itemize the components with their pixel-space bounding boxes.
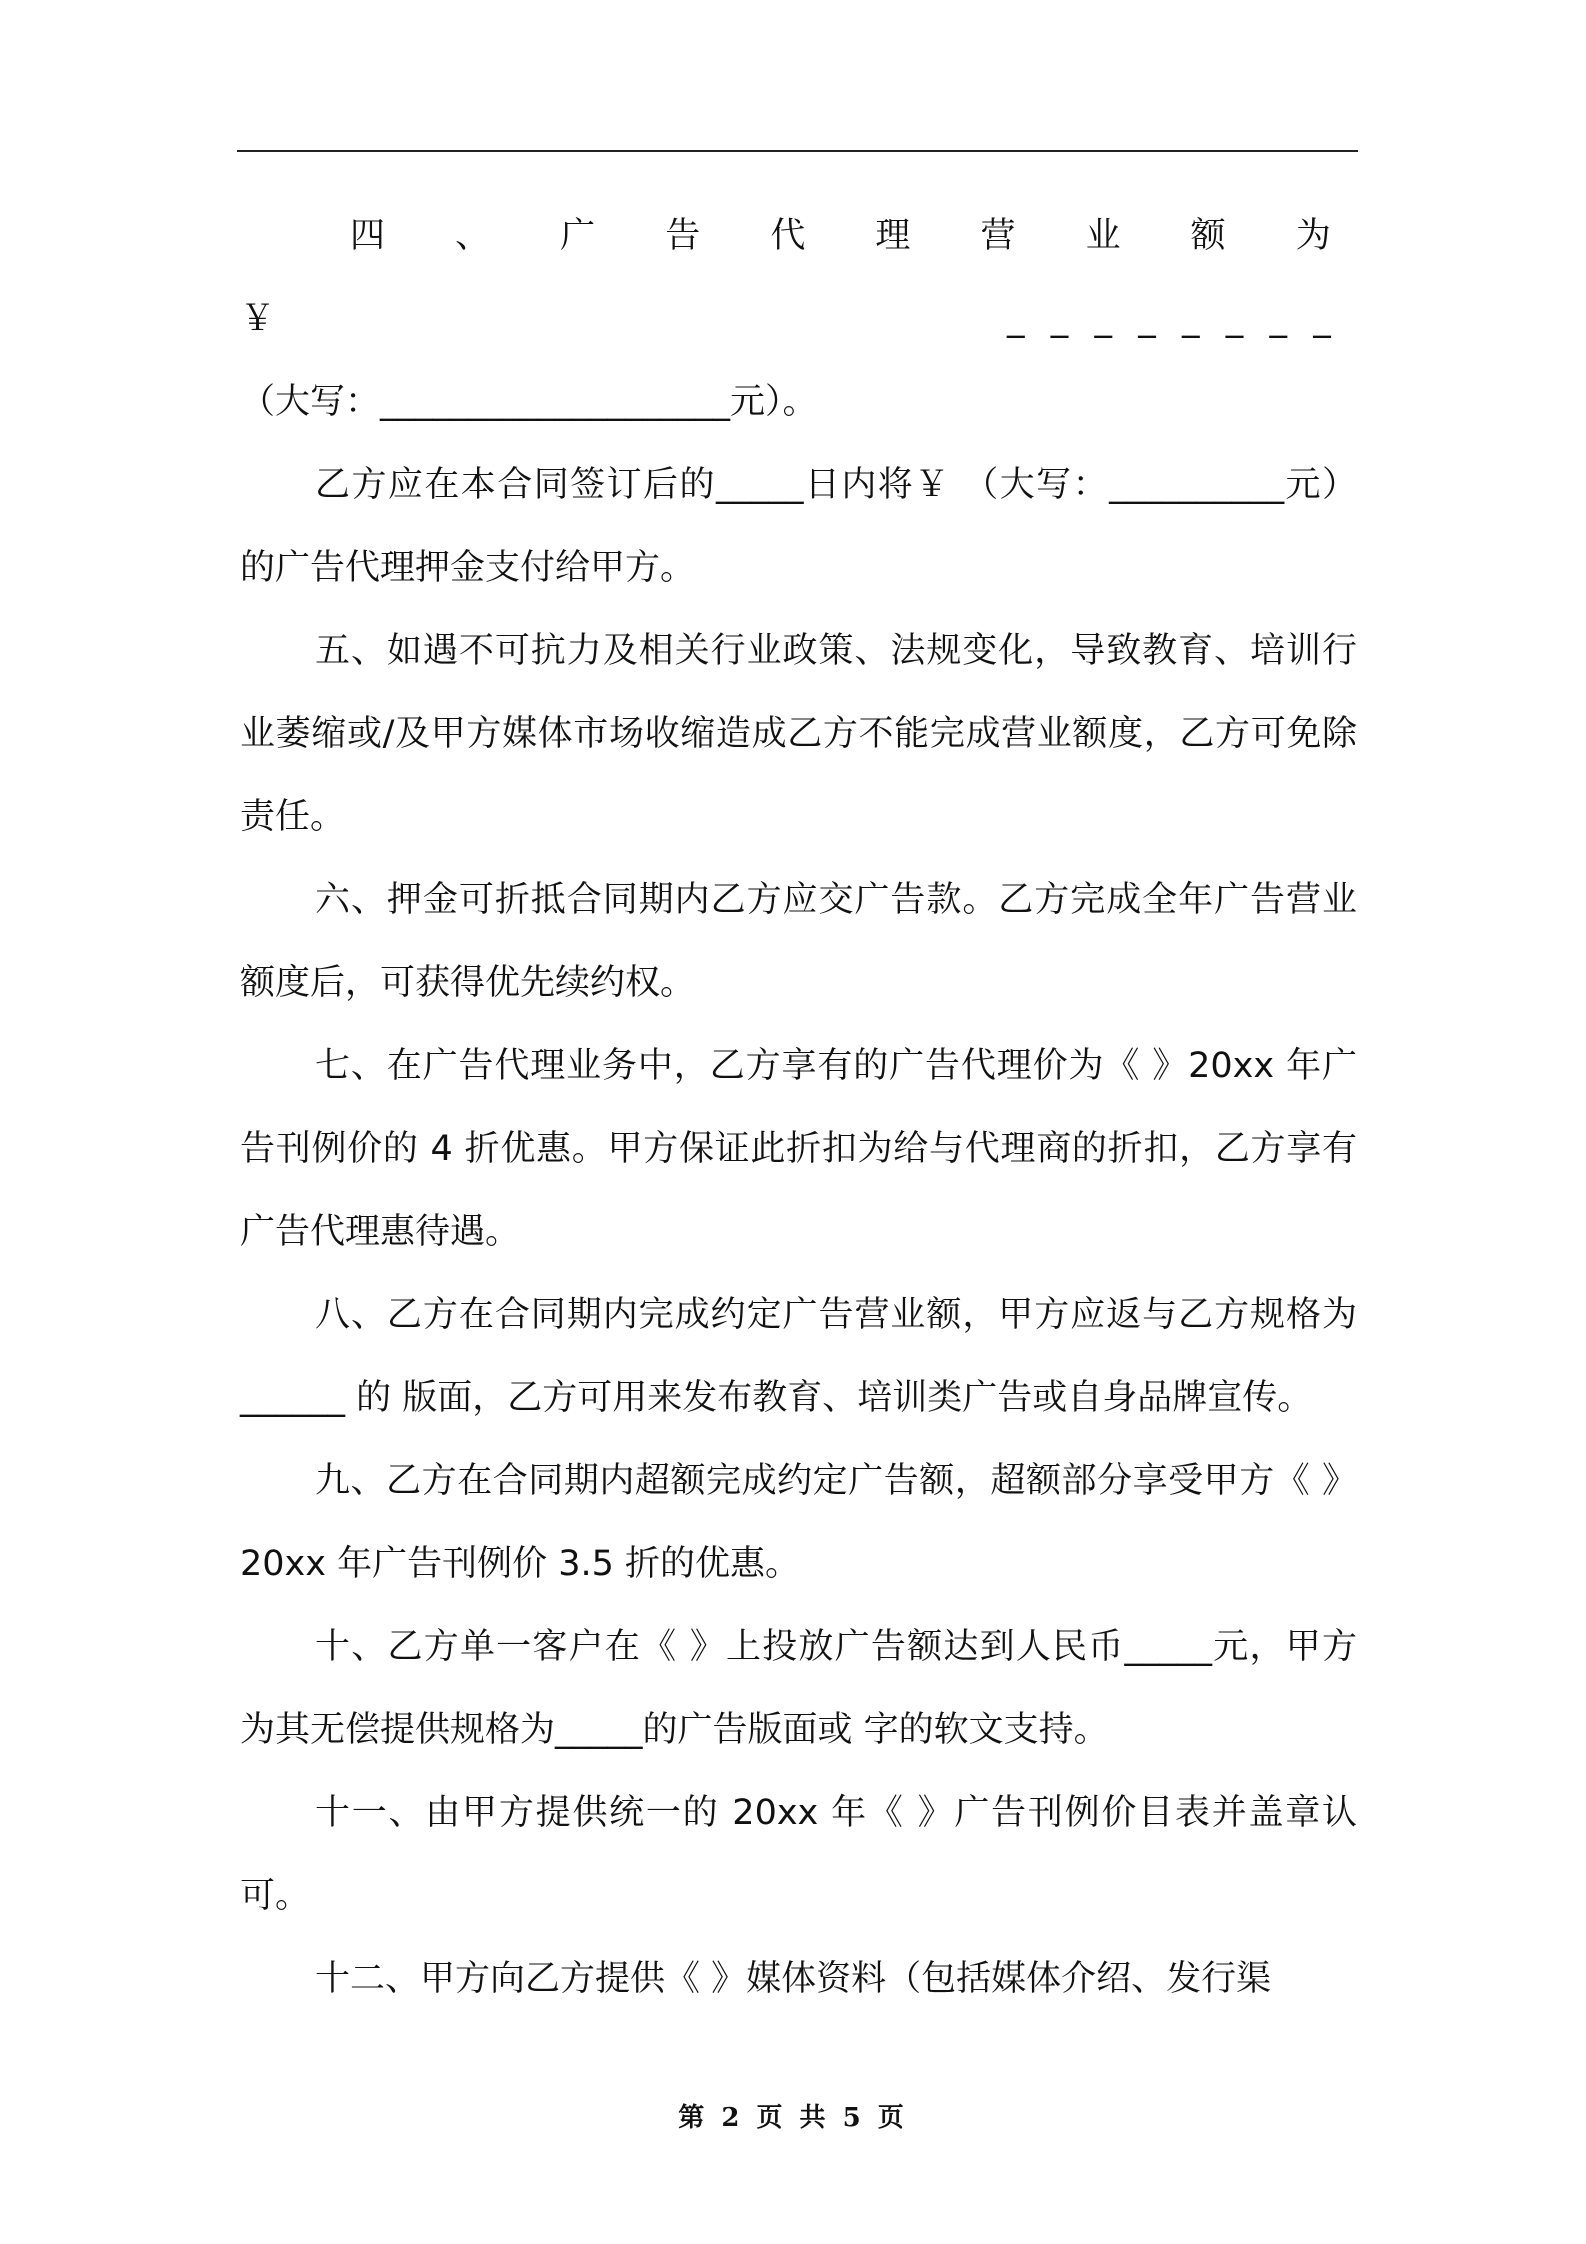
paragraph-7: 七、在广告代理业务中，乙方享有的广告代理价为《 》20xx 年广告刊例价的 4 折优惠。甲方保证此折扣为给与代理商的折扣，乙方享有广告代理惠待遇。 bbox=[240, 1046, 1357, 1252]
paragraph-11: 十一、由甲方提供统一的 20xx 年《 》广告刊例价目表并盖章认可。 bbox=[240, 1793, 1357, 1916]
paragraph-8: 八、乙方在合同期内完成约定广告营业额，甲方应返与乙方规格为______ 的 版面，乙方可用来发布教育、培训类广告或自身品牌宣传。 bbox=[240, 1295, 1357, 1418]
paragraph-5: 五、如遇不可抗力及相关行业政策、法规变化，导致教育、培训行业萎缩或/及甲方媒体市场收缩造成乙方不能完成营业额度，乙方可免除责任。 bbox=[240, 631, 1357, 837]
paragraph-12: 十二、甲方向乙方提供《 》媒体资料（包括媒体介绍、发行渠 bbox=[315, 1959, 1272, 1999]
page-number-footer: 第 2 页 共 5 页 bbox=[678, 2103, 908, 2133]
paragraph-6: 六、押金可折抵合同期内乙方应交广告款。乙方完成全年广告营业额度后，可获得优先续约权。 bbox=[240, 880, 1357, 1003]
paragraph-deposit: 乙方应在本合同签订后的_____日内将￥ （大写：__________元）的广告代理押金支付给甲方。 bbox=[240, 465, 1357, 588]
document-body bbox=[240, 195, 1357, 2021]
paragraph-9: 九、乙方在合同期内超额完成约定广告额，超额部分享受甲方《 》20xx 年广告刊例价 3.5 折的优惠。 bbox=[240, 1461, 1357, 1584]
paragraph-4-amount-continued: （大写：____________________元）。 bbox=[240, 382, 818, 422]
paragraph-4-amount: 四、广告代理营业额为￥________ bbox=[240, 216, 1357, 339]
paragraph-10: 十、乙方单一客户在《 》上投放广告额达到人民币_____元，甲方为其无偿提供规格为_____的广告版面或 字的软文支持。 bbox=[240, 1627, 1357, 1750]
header-rule bbox=[237, 150, 1358, 152]
